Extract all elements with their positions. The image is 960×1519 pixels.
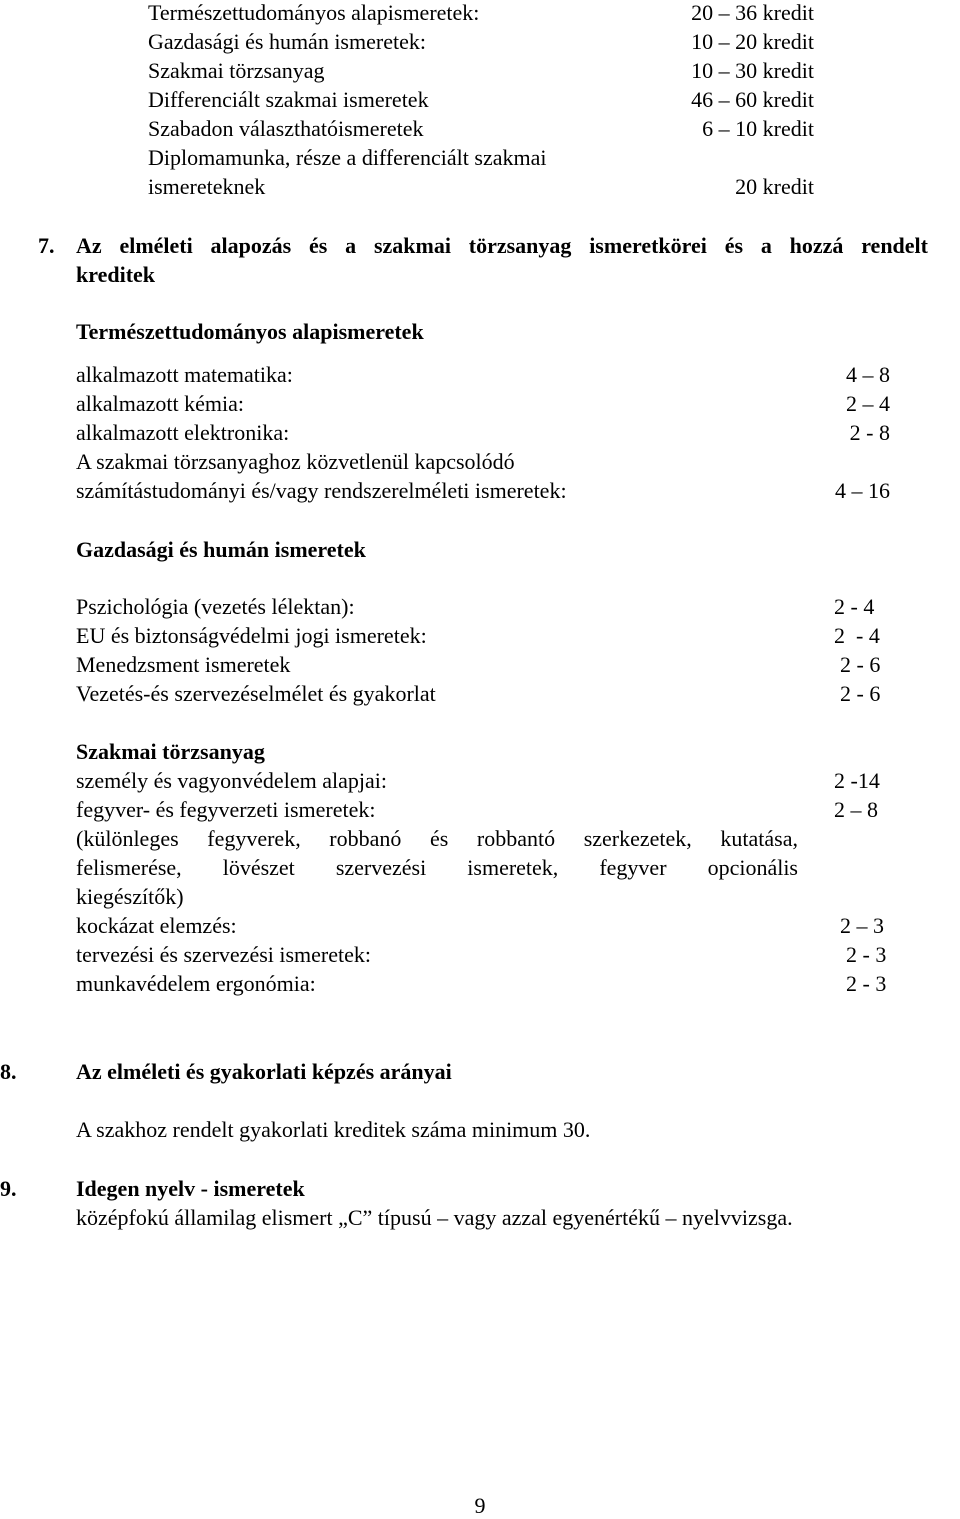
section-text: középfokú államilag elismert „C” típusú – vagy azzal egyenértékű – nyelvvizsga. [76, 1205, 793, 1230]
item-label: alkalmazott matematika: [76, 362, 293, 387]
item-value: 2 - 3 [846, 971, 887, 996]
parenthetical-text: (különleges fegyverek, robbanó és robbantó szerkezetek, kutatása, [76, 826, 798, 851]
item-value: 4 – 8 [846, 362, 890, 387]
item-value: 2 – 3 [840, 913, 884, 938]
section-number: 8. [0, 1059, 17, 1084]
section-text: A szakhoz rendelt gyakorlati kreditek száma minimum 30. [76, 1117, 591, 1142]
section-title: Az elméleti alapozás és a szakmai törzsanyag ismeretkörei és a hozzá rendelt [76, 233, 928, 258]
item-value: 2 - 6 [840, 681, 881, 706]
subsection-heading: Természettudományos alapismeretek [76, 319, 424, 344]
item-value: 4 – 16 [835, 478, 890, 503]
item-label: EU és biztonságvédelmi jogi ismeretek: [76, 623, 427, 648]
credit-value: 6 – 10 kredit [702, 116, 814, 141]
item-value: 2 - 8 [849, 420, 890, 445]
credit-value: 20 – 36 kredit [691, 0, 814, 25]
credit-label: Differenciált szakmai ismeretek [148, 87, 429, 112]
item-value: 2 - 6 [840, 652, 881, 677]
section-number: 9. [0, 1176, 17, 1201]
item-label: Pszichológia (vezetés lélektan): [76, 594, 355, 619]
credit-value: 20 kredit [735, 174, 814, 199]
item-label: alkalmazott elektronika: [76, 420, 290, 445]
credit-value: 10 – 20 kredit [691, 29, 814, 54]
section-number: 7. [38, 233, 55, 258]
item-value: 2 – 8 [834, 797, 878, 822]
item-label: személy és vagyonvédelem alapjai: [76, 768, 387, 793]
credit-label: Természettudományos alapismeretek: [148, 0, 480, 25]
section-title: Az elméleti és gyakorlati képzés arányai [76, 1059, 452, 1084]
section-title: Idegen nyelv - ismeretek [76, 1176, 305, 1201]
section-title: kreditek [76, 262, 156, 287]
item-value: 2 -14 [834, 768, 880, 793]
subsection-heading: Szakmai törzsanyag [76, 739, 265, 764]
credit-label: Gazdasági és humán ismeretek: [148, 29, 426, 54]
item-label: A szakmai törzsanyaghoz közvetlenül kapcsolódó [76, 449, 515, 474]
credit-value: 46 – 60 kredit [691, 87, 814, 112]
subsection-heading: Gazdasági és humán ismeretek [76, 537, 366, 562]
credit-label: ismereteknek [148, 174, 266, 199]
credit-value: 10 – 30 kredit [691, 58, 814, 83]
item-label: munkavédelem ergonómia: [76, 971, 316, 996]
credit-label: Szakmai törzsanyag [148, 58, 325, 83]
page-number: 9 [474, 1493, 486, 1518]
parenthetical-text: kiegészítők) [76, 884, 184, 909]
credit-label: Szabadon választhatóismeretek [148, 116, 424, 141]
item-label: számítástudományi és/vagy rendszerelméleti ismeretek: [76, 478, 567, 503]
item-value: 2 – 4 [846, 391, 890, 416]
item-value: 2 - 3 [846, 942, 887, 967]
item-label: tervezési és szervezési ismeretek: [76, 942, 372, 967]
credit-label: Diplomamunka, része a differenciált szakmai [148, 145, 547, 170]
item-label: kockázat elemzés: [76, 913, 237, 938]
item-label: alkalmazott kémia: [76, 391, 244, 416]
item-label: fegyver- és fegyverzeti ismeretek: [76, 797, 376, 822]
item-label: Menedzsment ismeretek [76, 652, 291, 677]
item-label: Vezetés-és szervezéselmélet és gyakorlat [76, 681, 436, 706]
item-value: 2 - 4 [834, 623, 880, 648]
parenthetical-text: felismerése, lövészet szervezési ismeretek, fegyver opcionális [76, 855, 798, 880]
item-value: 2 - 4 [834, 594, 875, 619]
